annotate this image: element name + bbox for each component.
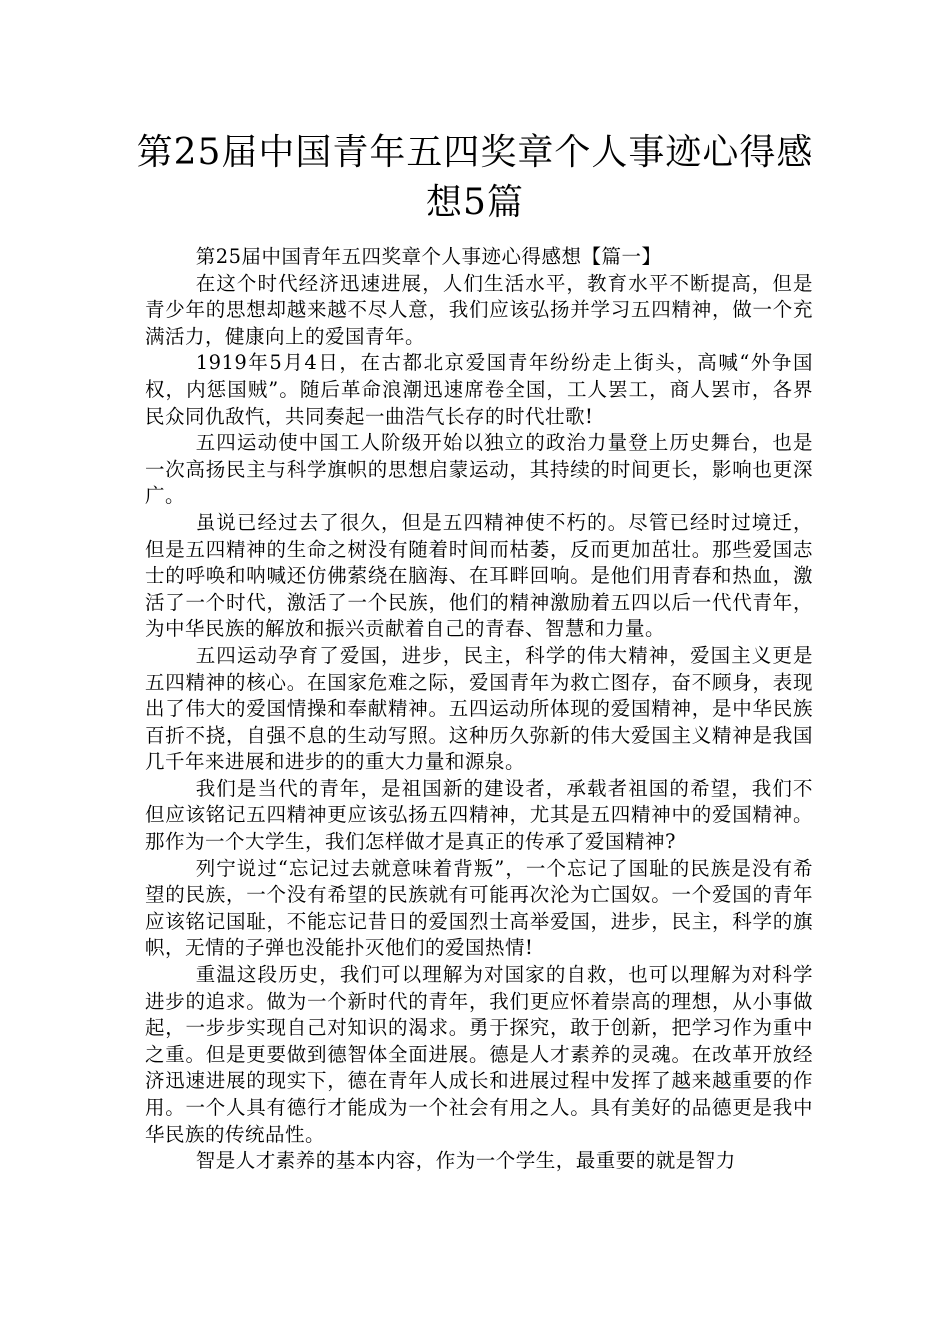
paragraph: 在这个时代经济迅速进展，人们生活水平，教育水平不断提高，但是青少年的思想却越来越不尽人意，我们应该弘扬并学习五四精神，做一个充满活力，健康向上的爱国青年。	[145, 271, 813, 348]
paragraph: 1919年5月4日，在古都北京爱国青年纷纷走上街头，高喊“外争国权，内惩国贼”。随后革命浪潮迅速席卷全国，工人罢工，商人罢市，各界民众同仇敌忾，共同奏起一曲浩气长存的时代壮歌!	[145, 351, 813, 428]
paragraph: 五四运动使中国工人阶级开始以独立的政治力量登上历史舞台，也是一次高扬民主与科学旗帜的思想启蒙运动，其持续的时间更长，影响也更深广。	[145, 431, 813, 508]
title-line-1: 第25届中国青年五四奖章个人事迹心得感	[136, 132, 814, 173]
document-title	[120, 128, 830, 228]
paragraph: 我们是当代的青年，是祖国新的建设者，承载者祖国的希望，我们不但应该铭记五四精神更应该弘扬五四精神，尤其是五四精神中的爱国精神。那作为一个大学生，我们怎样做才是真正的传承了爱国精神?	[145, 776, 813, 854]
document-body	[145, 244, 813, 1175]
section-heading: 第25届中国青年五四奖章个人事迹心得感想【篇一】	[195, 245, 662, 268]
paragraph: 虽说已经过去了很久，但是五四精神使不朽的。尽管已经时过境迁，但是五四精神的生命之树没有随着时间而枯萎，反而更加茁壮。那些爱国志士的呼唤和呐喊还仿佛萦绕在脑海、在耳畔回响。是他们用青春和热血，激活了一个时代，激活了一个民族，他们的精神激励着五四以后一代代青年，为中华民族的解放和振兴贡献着自己的青春、智慧和力量。	[145, 510, 813, 641]
paragraph: 智是人才素养的基本内容，作为一个学生，最重要的就是智力	[195, 1149, 736, 1173]
paragraph: 五四运动孕育了爱国，进步，民主，科学的伟大精神，爱国主义更是五四精神的核心。在国家危难之际，爱国青年为救亡图存，奋不顾身，表现出了伟大的爱国情操和奉献精神。五四运动所体现的爱国精神，是中华民族百折不挠，自强不息的生动写照。这种历久弥新的伟大爱国主义精神是我国几千年来进展和进步的的重大力量和源泉。	[145, 643, 813, 774]
title-line-2: 想5篇	[426, 182, 524, 223]
paragraph: 重温这段历史，我们可以理解为对国家的自救，也可以理解为对科学进步的追求。做为一个新时代的青年，我们更应怀着崇高的理想，从小事做起，一步步实现自己对知识的渴求。勇于探究，敢于创新，把学习作为重中之重。但是更要做到德智体全面进展。德是人才素养的灵魂。在改革开放经济迅速进展的现实下，德在青年人成长和进展过程中发挥了越来越重要的作用。一个人具有德行才能成为一个社会有用之人。具有美好的品德更是我中华民族的传统品性。	[145, 963, 813, 1146]
paragraph: 列宁说过“忘记过去就意味着背叛”，一个忘记了国耻的民族是没有希望的民族，一个没有希望的民族就有可能再次沦为亡国奴。一个爱国的青年应该铭记国耻，不能忘记昔日的爱国烈士高举爱国，进步，民主，科学的旗帜，无情的子弹也没能扑灭他们的爱国热情!	[145, 856, 813, 960]
